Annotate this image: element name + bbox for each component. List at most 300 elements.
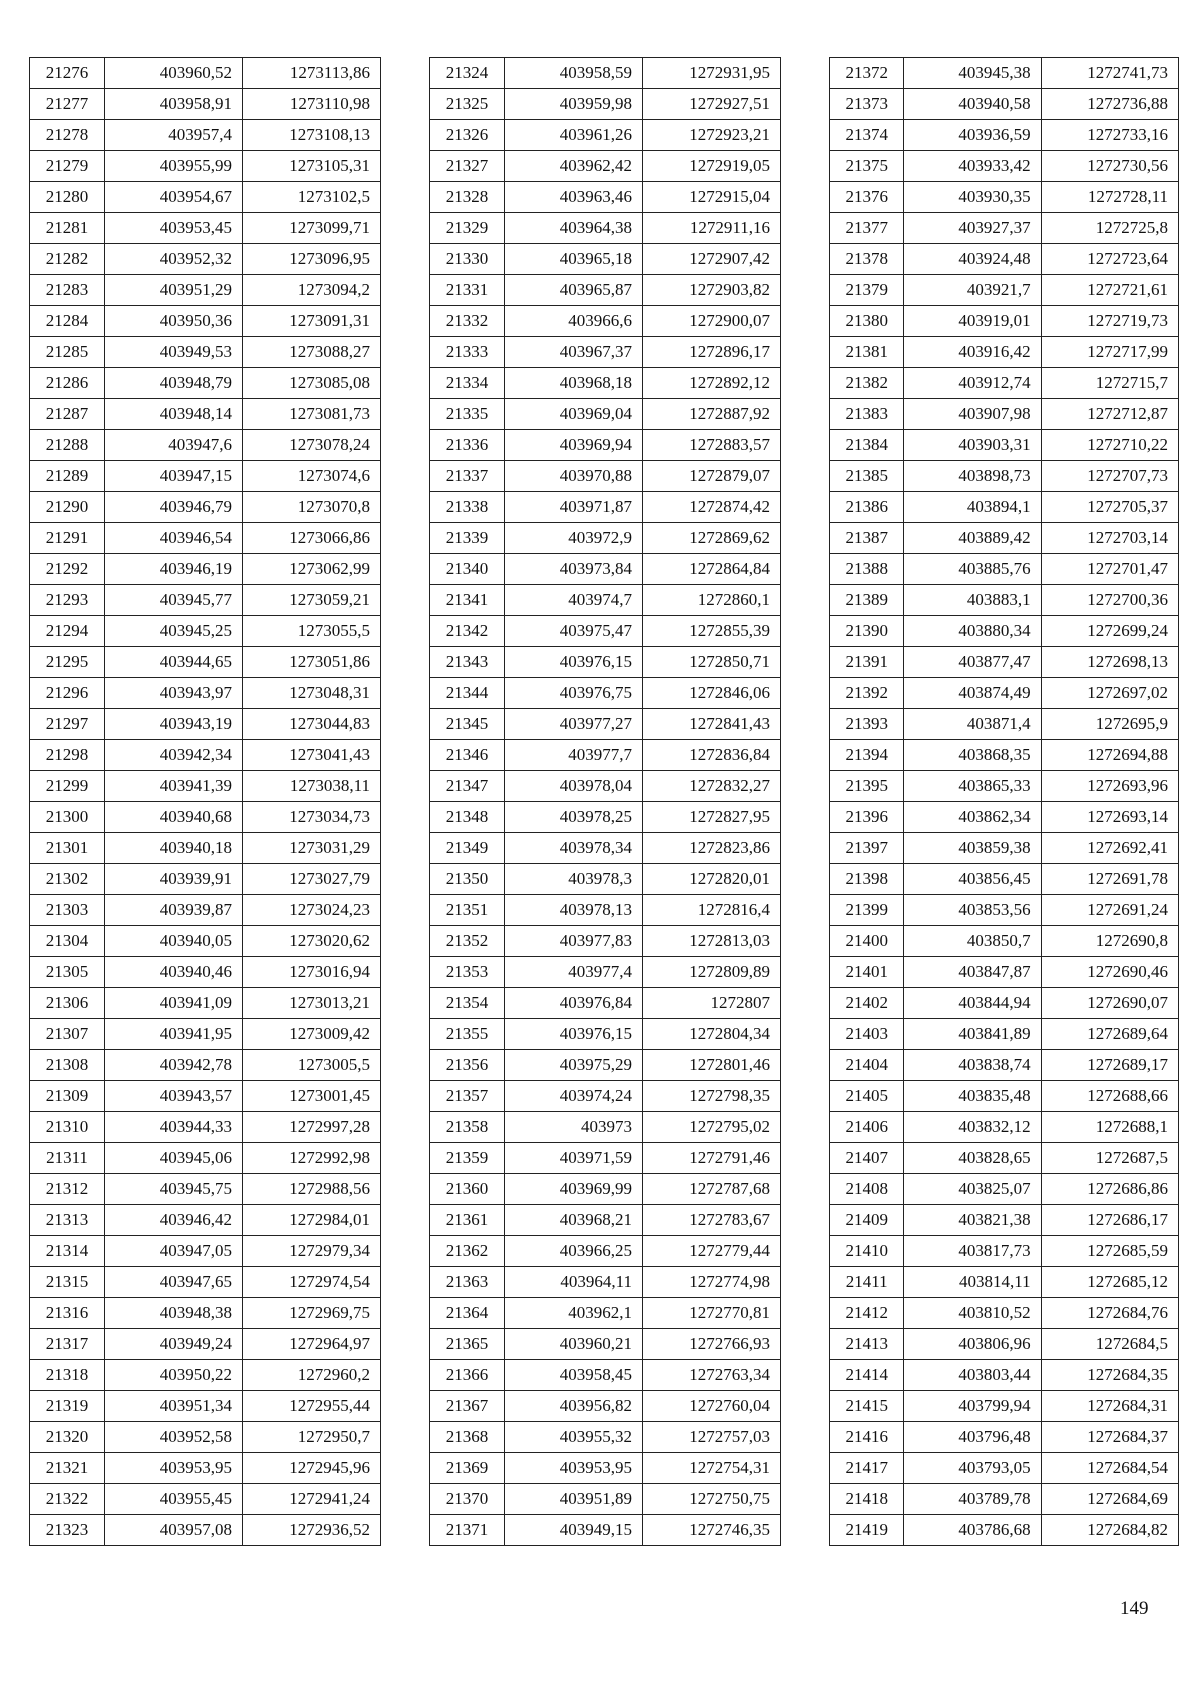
point-id-cell: 21349 [430, 833, 505, 864]
point-id-cell: 21317 [30, 1329, 105, 1360]
point-id-cell: 21376 [830, 182, 904, 213]
x-coordinate-cell: 403943,97 [105, 678, 243, 709]
x-coordinate-cell: 403868,35 [904, 740, 1041, 771]
x-coordinate-cell: 403853,56 [904, 895, 1041, 926]
y-coordinate-cell: 1272733,16 [1041, 120, 1178, 151]
y-coordinate-cell: 1272741,73 [1041, 58, 1178, 89]
table-row [830, 1329, 1179, 1360]
y-coordinate-cell: 1272860,1 [643, 585, 781, 616]
point-id-cell: 21359 [430, 1143, 505, 1174]
x-coordinate-cell: 403960,52 [105, 58, 243, 89]
y-coordinate-cell: 1272850,71 [643, 647, 781, 678]
point-id-cell: 21352 [430, 926, 505, 957]
table-row [430, 709, 781, 740]
table-row [830, 1515, 1179, 1546]
table-row [30, 461, 381, 492]
point-id-cell: 21321 [30, 1453, 105, 1484]
table-row [30, 1484, 381, 1515]
table-row [430, 89, 781, 120]
table-row [30, 740, 381, 771]
x-coordinate-cell: 403978,04 [505, 771, 643, 802]
x-coordinate-cell: 403946,79 [105, 492, 243, 523]
table-row [430, 275, 781, 306]
point-id-cell: 21375 [830, 151, 904, 182]
y-coordinate-cell: 1272950,7 [243, 1422, 381, 1453]
x-coordinate-cell: 403953,45 [105, 213, 243, 244]
y-coordinate-cell: 1272719,73 [1041, 306, 1178, 337]
table-row [30, 1298, 381, 1329]
table-row [30, 120, 381, 151]
table-row [830, 1019, 1179, 1050]
point-id-cell: 21354 [430, 988, 505, 1019]
point-id-cell: 21384 [830, 430, 904, 461]
x-coordinate-cell: 403940,46 [105, 957, 243, 988]
x-coordinate-cell: 403952,32 [105, 244, 243, 275]
point-id-cell: 21340 [430, 554, 505, 585]
x-coordinate-cell: 403970,88 [505, 461, 643, 492]
table-row [30, 151, 381, 182]
table-row [830, 802, 1179, 833]
table-row [430, 1267, 781, 1298]
point-id-cell: 21297 [30, 709, 105, 740]
x-coordinate-cell: 403949,53 [105, 337, 243, 368]
point-id-cell: 21365 [430, 1329, 505, 1360]
point-id-cell: 21279 [30, 151, 105, 182]
y-coordinate-cell: 1272997,28 [243, 1112, 381, 1143]
x-coordinate-cell: 403927,37 [904, 213, 1041, 244]
point-id-cell: 21361 [430, 1205, 505, 1236]
point-id-cell: 21308 [30, 1050, 105, 1081]
y-coordinate-cell: 1272801,46 [643, 1050, 781, 1081]
table-row [430, 1329, 781, 1360]
table-row [30, 1329, 381, 1360]
point-id-cell: 21367 [430, 1391, 505, 1422]
table-row [30, 1205, 381, 1236]
table-row [430, 430, 781, 461]
x-coordinate-cell: 403976,15 [505, 1019, 643, 1050]
point-id-cell: 21310 [30, 1112, 105, 1143]
y-coordinate-cell: 1273013,21 [243, 988, 381, 1019]
x-coordinate-cell: 403971,59 [505, 1143, 643, 1174]
table-row [30, 988, 381, 1019]
x-coordinate-cell: 403951,89 [505, 1484, 643, 1515]
table-row [830, 988, 1179, 1019]
x-coordinate-cell: 403946,19 [105, 554, 243, 585]
x-coordinate-cell: 403947,15 [105, 461, 243, 492]
y-coordinate-cell: 1273051,86 [243, 647, 381, 678]
x-coordinate-cell: 403940,05 [105, 926, 243, 957]
point-id-cell: 21345 [430, 709, 505, 740]
x-coordinate-cell: 403957,08 [105, 1515, 243, 1546]
y-coordinate-cell: 1273110,98 [243, 89, 381, 120]
table-row [30, 1453, 381, 1484]
table-row [30, 833, 381, 864]
point-id-cell: 21299 [30, 771, 105, 802]
x-coordinate-cell: 403838,74 [904, 1050, 1041, 1081]
x-coordinate-cell: 403885,76 [904, 554, 1041, 585]
x-coordinate-cell: 403964,38 [505, 213, 643, 244]
x-coordinate-cell: 403978,25 [505, 802, 643, 833]
point-id-cell: 21325 [430, 89, 505, 120]
point-id-cell: 21332 [430, 306, 505, 337]
point-id-cell: 21344 [430, 678, 505, 709]
point-id-cell: 21385 [830, 461, 904, 492]
y-coordinate-cell: 1272757,03 [643, 1422, 781, 1453]
y-coordinate-cell: 1272686,17 [1041, 1205, 1178, 1236]
point-id-cell: 21313 [30, 1205, 105, 1236]
table-row [30, 337, 381, 368]
point-id-cell: 21387 [830, 523, 904, 554]
table-row [430, 833, 781, 864]
x-coordinate-cell: 403956,82 [505, 1391, 643, 1422]
y-coordinate-cell: 1272695,9 [1041, 709, 1178, 740]
y-coordinate-cell: 1273009,42 [243, 1019, 381, 1050]
point-id-cell: 21370 [430, 1484, 505, 1515]
x-coordinate-cell: 403835,48 [904, 1081, 1041, 1112]
table-row [430, 1205, 781, 1236]
y-coordinate-cell: 1272684,31 [1041, 1391, 1178, 1422]
y-coordinate-cell: 1272907,42 [643, 244, 781, 275]
y-coordinate-cell: 1272693,96 [1041, 771, 1178, 802]
y-coordinate-cell: 1272701,47 [1041, 554, 1178, 585]
x-coordinate-cell: 403955,45 [105, 1484, 243, 1515]
x-coordinate-cell: 403821,38 [904, 1205, 1041, 1236]
table-row [430, 120, 781, 151]
y-coordinate-cell: 1272864,84 [643, 554, 781, 585]
x-coordinate-cell: 403898,73 [904, 461, 1041, 492]
x-coordinate-cell: 403944,33 [105, 1112, 243, 1143]
x-coordinate-cell: 403844,94 [904, 988, 1041, 1019]
x-coordinate-cell: 403940,68 [105, 802, 243, 833]
table-row [430, 864, 781, 895]
table-row [30, 771, 381, 802]
table-row [30, 306, 381, 337]
point-id-cell: 21301 [30, 833, 105, 864]
y-coordinate-cell: 1272703,14 [1041, 523, 1178, 554]
x-coordinate-cell: 403961,26 [505, 120, 643, 151]
point-id-cell: 21369 [430, 1453, 505, 1484]
y-coordinate-cell: 1272684,69 [1041, 1484, 1178, 1515]
y-coordinate-cell: 1273027,79 [243, 864, 381, 895]
x-coordinate-cell: 403832,12 [904, 1112, 1041, 1143]
table-row [830, 151, 1179, 182]
x-coordinate-cell: 403954,67 [105, 182, 243, 213]
table-row [430, 678, 781, 709]
x-coordinate-cell: 403941,09 [105, 988, 243, 1019]
point-id-cell: 21408 [830, 1174, 904, 1205]
x-coordinate-cell: 403850,7 [904, 926, 1041, 957]
x-coordinate-cell: 403968,21 [505, 1205, 643, 1236]
y-coordinate-cell: 1272841,43 [643, 709, 781, 740]
y-coordinate-cell: 1272823,86 [643, 833, 781, 864]
x-coordinate-cell: 403817,73 [904, 1236, 1041, 1267]
point-id-cell: 21305 [30, 957, 105, 988]
y-coordinate-cell: 1272900,07 [643, 306, 781, 337]
table-row [830, 554, 1179, 585]
table-row [430, 492, 781, 523]
x-coordinate-cell: 403942,78 [105, 1050, 243, 1081]
table-row [830, 337, 1179, 368]
table-row [30, 399, 381, 430]
table-row [430, 1453, 781, 1484]
table-row [830, 1050, 1179, 1081]
x-coordinate-cell: 403803,44 [904, 1360, 1041, 1391]
x-coordinate-cell: 403947,05 [105, 1236, 243, 1267]
y-coordinate-cell: 1272689,17 [1041, 1050, 1178, 1081]
x-coordinate-cell: 403933,42 [904, 151, 1041, 182]
point-id-cell: 21287 [30, 399, 105, 430]
y-coordinate-cell: 1272883,57 [643, 430, 781, 461]
y-coordinate-cell: 1273094,2 [243, 275, 381, 306]
x-coordinate-cell: 403977,83 [505, 926, 643, 957]
table-row [430, 1143, 781, 1174]
y-coordinate-cell: 1273005,5 [243, 1050, 381, 1081]
table-row [830, 1267, 1179, 1298]
point-id-cell: 21285 [30, 337, 105, 368]
point-id-cell: 21342 [430, 616, 505, 647]
table-row [30, 213, 381, 244]
table-row [830, 275, 1179, 306]
point-id-cell: 21289 [30, 461, 105, 492]
x-coordinate-cell: 403965,87 [505, 275, 643, 306]
y-coordinate-cell: 1272936,52 [243, 1515, 381, 1546]
table-row [830, 1236, 1179, 1267]
x-coordinate-cell: 403974,24 [505, 1081, 643, 1112]
y-coordinate-cell: 1272992,98 [243, 1143, 381, 1174]
point-id-cell: 21337 [430, 461, 505, 492]
y-coordinate-cell: 1272686,86 [1041, 1174, 1178, 1205]
x-coordinate-cell: 403921,7 [904, 275, 1041, 306]
table-row [430, 1360, 781, 1391]
table-row [830, 213, 1179, 244]
point-id-cell: 21401 [830, 957, 904, 988]
table-row [830, 461, 1179, 492]
table-row [830, 1081, 1179, 1112]
table-row [430, 461, 781, 492]
point-id-cell: 21412 [830, 1298, 904, 1329]
x-coordinate-cell: 403975,29 [505, 1050, 643, 1081]
y-coordinate-cell: 1273091,31 [243, 306, 381, 337]
y-coordinate-cell: 1272746,35 [643, 1515, 781, 1546]
point-id-cell: 21343 [430, 647, 505, 678]
y-coordinate-cell: 1273081,73 [243, 399, 381, 430]
x-coordinate-cell: 403952,58 [105, 1422, 243, 1453]
x-coordinate-cell: 403962,1 [505, 1298, 643, 1329]
table-row [30, 430, 381, 461]
y-coordinate-cell: 1272774,98 [643, 1267, 781, 1298]
point-id-cell: 21282 [30, 244, 105, 275]
table-row [30, 554, 381, 585]
y-coordinate-cell: 1273059,21 [243, 585, 381, 616]
table-row [30, 275, 381, 306]
y-coordinate-cell: 1272941,24 [243, 1484, 381, 1515]
y-coordinate-cell: 1272723,64 [1041, 244, 1178, 275]
table-row [30, 1360, 381, 1391]
table-row [30, 802, 381, 833]
y-coordinate-cell: 1273055,5 [243, 616, 381, 647]
x-coordinate-cell: 403883,1 [904, 585, 1041, 616]
table-row [830, 244, 1179, 275]
point-id-cell: 21306 [30, 988, 105, 1019]
y-coordinate-cell: 1272787,68 [643, 1174, 781, 1205]
y-coordinate-cell: 1272855,39 [643, 616, 781, 647]
y-coordinate-cell: 1273016,94 [243, 957, 381, 988]
x-coordinate-cell: 403943,19 [105, 709, 243, 740]
page-number: 149 [1120, 1598, 1149, 1619]
y-coordinate-cell: 1272736,88 [1041, 89, 1178, 120]
y-coordinate-cell: 1273078,24 [243, 430, 381, 461]
y-coordinate-cell: 1272779,44 [643, 1236, 781, 1267]
point-id-cell: 21407 [830, 1143, 904, 1174]
x-coordinate-cell: 403859,38 [904, 833, 1041, 864]
y-coordinate-cell: 1272717,99 [1041, 337, 1178, 368]
y-coordinate-cell: 1272684,37 [1041, 1422, 1178, 1453]
x-coordinate-cell: 403975,47 [505, 616, 643, 647]
y-coordinate-cell: 1273031,29 [243, 833, 381, 864]
point-id-cell: 21346 [430, 740, 505, 771]
x-coordinate-cell: 403806,96 [904, 1329, 1041, 1360]
point-id-cell: 21328 [430, 182, 505, 213]
point-id-cell: 21366 [430, 1360, 505, 1391]
coordinate-table-2 [429, 57, 781, 1546]
y-coordinate-cell: 1273048,31 [243, 678, 381, 709]
point-id-cell: 21318 [30, 1360, 105, 1391]
coordinate-table-3 [829, 57, 1179, 1546]
x-coordinate-cell: 403865,33 [904, 771, 1041, 802]
table-row [830, 523, 1179, 554]
table-row [30, 1422, 381, 1453]
y-coordinate-cell: 1273066,86 [243, 523, 381, 554]
x-coordinate-cell: 403958,91 [105, 89, 243, 120]
point-id-cell: 21283 [30, 275, 105, 306]
point-id-cell: 21378 [830, 244, 904, 275]
table-row [830, 864, 1179, 895]
point-id-cell: 21335 [430, 399, 505, 430]
table-row [830, 399, 1179, 430]
point-id-cell: 21413 [830, 1329, 904, 1360]
point-id-cell: 21404 [830, 1050, 904, 1081]
point-id-cell: 21331 [430, 275, 505, 306]
point-id-cell: 21311 [30, 1143, 105, 1174]
point-id-cell: 21414 [830, 1360, 904, 1391]
point-id-cell: 21330 [430, 244, 505, 275]
y-coordinate-cell: 1273102,5 [243, 182, 381, 213]
x-coordinate-cell: 403874,49 [904, 678, 1041, 709]
y-coordinate-cell: 1272813,03 [643, 926, 781, 957]
y-coordinate-cell: 1272846,06 [643, 678, 781, 709]
x-coordinate-cell: 403969,04 [505, 399, 643, 430]
table-row [430, 244, 781, 275]
table-row [430, 1019, 781, 1050]
y-coordinate-cell: 1273001,45 [243, 1081, 381, 1112]
y-coordinate-cell: 1272964,97 [243, 1329, 381, 1360]
coordinate-table-1 [29, 57, 381, 1546]
y-coordinate-cell: 1272684,54 [1041, 1453, 1178, 1484]
point-id-cell: 21338 [430, 492, 505, 523]
table-row [430, 802, 781, 833]
table-row [830, 833, 1179, 864]
y-coordinate-cell: 1273024,23 [243, 895, 381, 926]
point-id-cell: 21334 [430, 368, 505, 399]
table-row [430, 1391, 781, 1422]
x-coordinate-cell: 403944,65 [105, 647, 243, 678]
point-id-cell: 21364 [430, 1298, 505, 1329]
point-id-cell: 21303 [30, 895, 105, 926]
y-coordinate-cell: 1272770,81 [643, 1298, 781, 1329]
x-coordinate-cell: 403972,9 [505, 523, 643, 554]
y-coordinate-cell: 1272685,59 [1041, 1236, 1178, 1267]
x-coordinate-cell: 403959,98 [505, 89, 643, 120]
y-coordinate-cell: 1272692,41 [1041, 833, 1178, 864]
table-row [30, 678, 381, 709]
table-row [430, 151, 781, 182]
table-row [830, 182, 1179, 213]
point-id-cell: 21276 [30, 58, 105, 89]
y-coordinate-cell: 1272807 [643, 988, 781, 1019]
x-coordinate-cell: 403973 [505, 1112, 643, 1143]
x-coordinate-cell: 403963,46 [505, 182, 643, 213]
point-id-cell: 21398 [830, 864, 904, 895]
y-coordinate-cell: 1272763,34 [643, 1360, 781, 1391]
x-coordinate-cell: 403948,79 [105, 368, 243, 399]
point-id-cell: 21415 [830, 1391, 904, 1422]
table-row [430, 1174, 781, 1205]
x-coordinate-cell: 403789,78 [904, 1484, 1041, 1515]
table-row [430, 1422, 781, 1453]
x-coordinate-cell: 403871,4 [904, 709, 1041, 740]
point-id-cell: 21394 [830, 740, 904, 771]
table-row [430, 58, 781, 89]
x-coordinate-cell: 403799,94 [904, 1391, 1041, 1422]
y-coordinate-cell: 1273074,6 [243, 461, 381, 492]
table-row [830, 120, 1179, 151]
x-coordinate-cell: 403958,59 [505, 58, 643, 89]
y-coordinate-cell: 1273113,86 [243, 58, 381, 89]
y-coordinate-cell: 1272699,24 [1041, 616, 1178, 647]
point-id-cell: 21386 [830, 492, 904, 523]
x-coordinate-cell: 403948,38 [105, 1298, 243, 1329]
point-id-cell: 21298 [30, 740, 105, 771]
x-coordinate-cell: 403957,4 [105, 120, 243, 151]
y-coordinate-cell: 1272688,1 [1041, 1112, 1178, 1143]
y-coordinate-cell: 1272685,12 [1041, 1267, 1178, 1298]
point-id-cell: 21296 [30, 678, 105, 709]
table-row [430, 1236, 781, 1267]
table-row [830, 740, 1179, 771]
point-id-cell: 21319 [30, 1391, 105, 1422]
y-coordinate-cell: 1272693,14 [1041, 802, 1178, 833]
y-coordinate-cell: 1273070,8 [243, 492, 381, 523]
y-coordinate-cell: 1272945,96 [243, 1453, 381, 1484]
y-coordinate-cell: 1272730,56 [1041, 151, 1178, 182]
x-coordinate-cell: 403978,13 [505, 895, 643, 926]
table-row [30, 1081, 381, 1112]
point-id-cell: 21278 [30, 120, 105, 151]
y-coordinate-cell: 1272969,75 [243, 1298, 381, 1329]
y-coordinate-cell: 1272700,36 [1041, 585, 1178, 616]
y-coordinate-cell: 1272892,12 [643, 368, 781, 399]
point-id-cell: 21360 [430, 1174, 505, 1205]
point-id-cell: 21374 [830, 120, 904, 151]
x-coordinate-cell: 403919,01 [904, 306, 1041, 337]
table-row [830, 1422, 1179, 1453]
table-row [830, 616, 1179, 647]
table-row [30, 957, 381, 988]
point-id-cell: 21293 [30, 585, 105, 616]
x-coordinate-cell: 403977,7 [505, 740, 643, 771]
x-coordinate-cell: 403966,6 [505, 306, 643, 337]
point-id-cell: 21309 [30, 1081, 105, 1112]
